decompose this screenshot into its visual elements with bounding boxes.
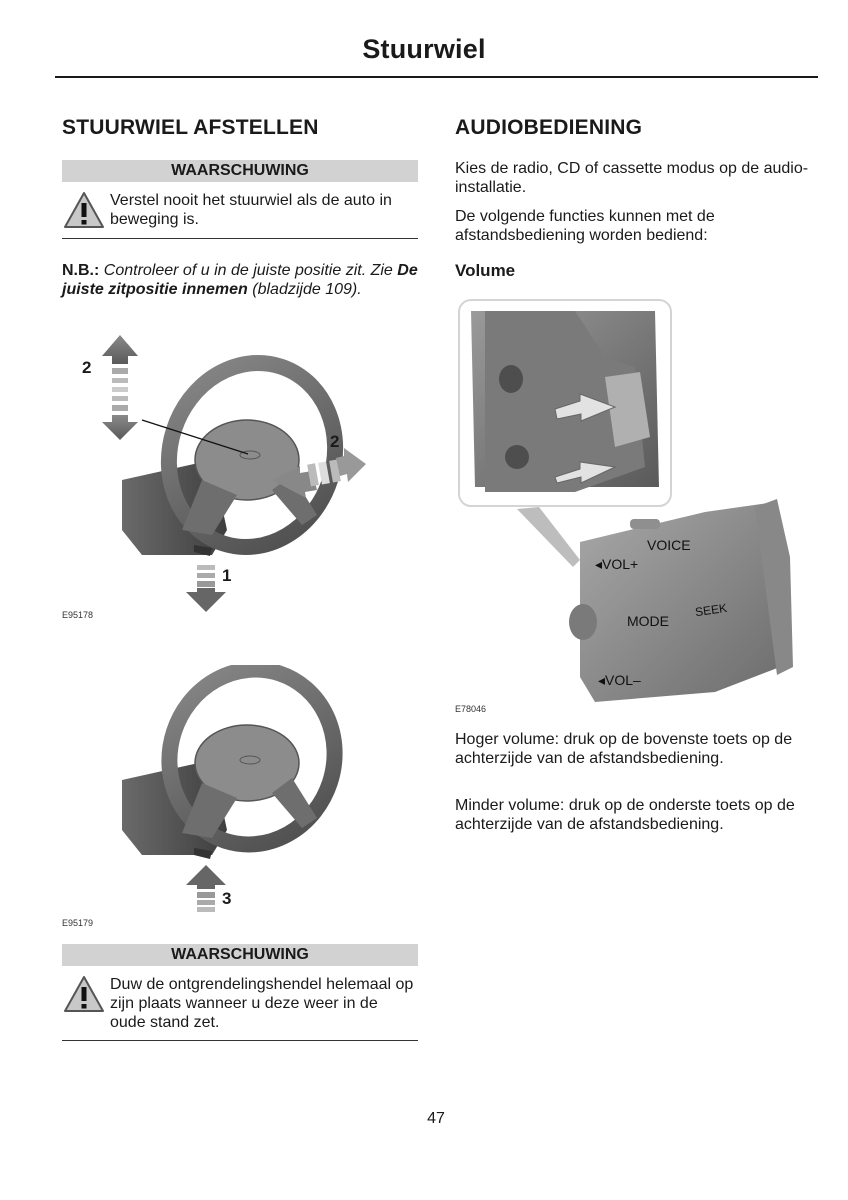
voice-button-label: VOICE (647, 537, 691, 553)
figure-label-2-vertical: 2 (82, 358, 92, 377)
note-prefix: N.B.: (62, 262, 100, 279)
paragraph: Hoger volume: druk op de bovenste toets op de achterzijde van de afstandsbediening. (455, 731, 793, 767)
page-number: 47 (427, 1110, 445, 1127)
warning-rule (62, 238, 418, 239)
mode-button-label: MODE (627, 613, 669, 629)
section-heading-audio: AUDIOBEDIENING (455, 116, 643, 139)
vol-plus-text: VOL+ (602, 556, 639, 572)
paragraph: Minder volume: druk op de onderste toets op de achterzijde van de afstandsbediening. (455, 797, 795, 833)
figure-label-1: 1 (222, 566, 232, 585)
steering-lock-figure (62, 665, 422, 915)
page-title: Stuurwiel (362, 34, 486, 64)
seek-button-label: SEEK (694, 600, 728, 620)
warning-text: Verstel nooit het stuurwiel als de auto in beweging is. (110, 192, 392, 228)
warning-bar: WAARSCHUWING (62, 944, 418, 966)
figure-code: E95179 (62, 918, 94, 928)
steering-adjust-figure (62, 330, 422, 620)
figure-label-2-horizontal: 2 (330, 432, 340, 451)
vol-minus-text: VOL– (605, 672, 641, 688)
section-heading-steering-adjust: STUURWIEL AFSTELLEN (62, 116, 319, 139)
warning-rule (62, 1040, 418, 1041)
note-page-ref: (bladzijde 109). (252, 281, 362, 298)
vol-minus-button-label: ◂VOL– (598, 672, 641, 688)
warning-triangle-icon (62, 190, 106, 230)
warning-text: Duw de ontgrendelingshendel helemaal op zijn plaats wanneer u deze weer in de oude stand zet. (110, 976, 414, 1031)
title-rule (55, 76, 818, 78)
note-text: Controleer of u in de juiste positie zit. Zie (103, 262, 393, 279)
vol-plus-button-label: ◂VOL+ (595, 556, 639, 572)
figure-code: E95178 (62, 610, 94, 620)
figure-code: E78046 (455, 704, 487, 714)
paragraph: Kies de radio, CD of cassette modus op de audio-installatie. (455, 160, 809, 196)
warning-triangle-icon (62, 974, 106, 1014)
subheading-volume: Volume (455, 261, 516, 280)
warning-bar: WAARSCHUWING (62, 160, 418, 182)
note-link[interactable]: De juiste zitpositie innemen (62, 262, 418, 298)
audio-remote-figure (455, 297, 815, 707)
figure-label-3: 3 (222, 889, 232, 908)
paragraph: De volgende functies kunnen met de afstandsbediening worden bediend: (455, 208, 715, 244)
note-paragraph (62, 261, 422, 299)
